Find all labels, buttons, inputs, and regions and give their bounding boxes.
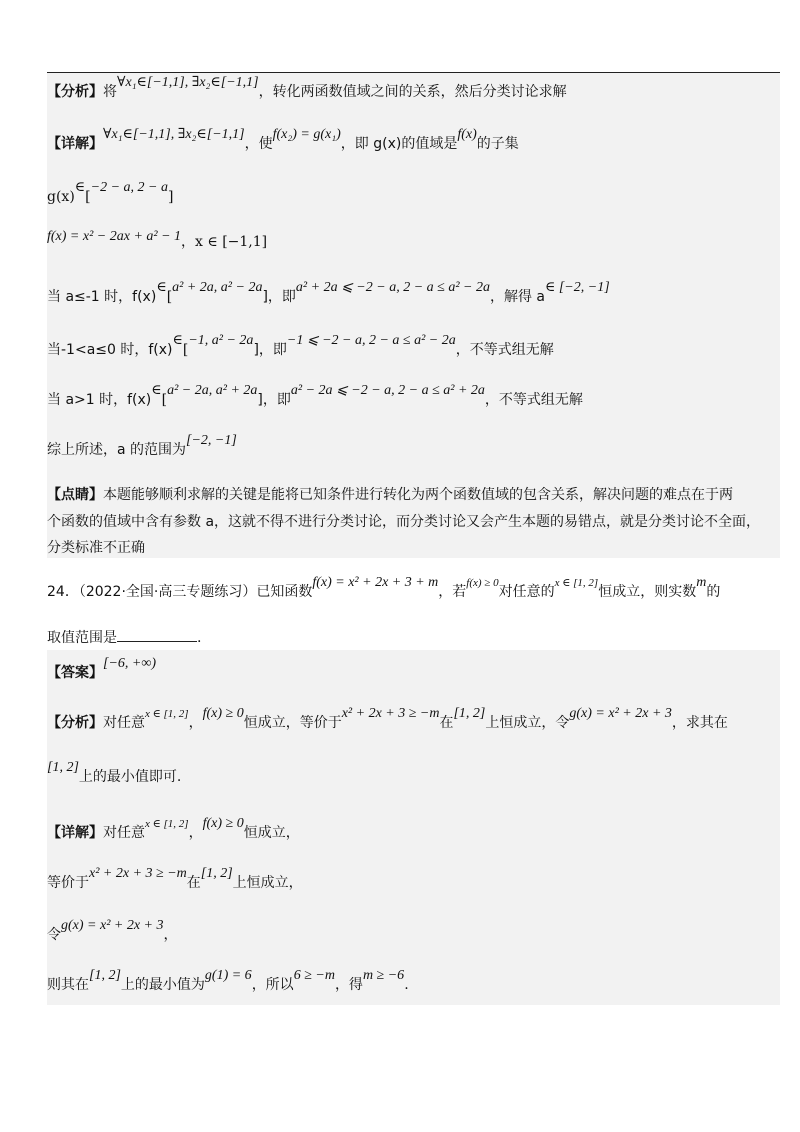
formula: [−2, −1] [186,433,237,448]
text: 等价于 [47,875,89,891]
formula: f(x) = x² + 2x + 3 + m [312,575,439,590]
comment-line-2 [47,513,760,531]
text: 恒成立，则实数 [598,584,697,600]
formula: [1, 2] [89,968,121,983]
text: 的 [706,584,721,600]
formula: [1, 2] [200,866,233,881]
bracket: [ [182,342,189,358]
text: . [404,977,409,993]
text: 上的最小值即可. [78,769,182,785]
bracket: [ [85,189,91,205]
answer-blank [117,627,197,642]
formula: −1, a² − 2a [188,333,254,348]
text: ， [188,715,203,731]
answer-line [47,656,156,683]
formula: ∈ [74,180,86,195]
text: 的子集 [476,136,519,152]
text: ， [163,927,178,943]
formula: g(x) = x² + 2x + 3 [61,918,164,933]
formula: a² + 2a ⩽ −2 − a, 2 − a ≤ a² − 2a [295,280,490,295]
text: 恒成立，等价于 [243,715,342,731]
formula: ∀x₁∈[−1,1], ∃x₂∈[−1,1] [103,127,245,142]
text: ， [188,825,203,841]
text: ，得 [334,977,363,993]
formula: x² + 2x + 3 ≥ −m [89,866,187,881]
text: ，转化两函数值域之间的关系，然后分类讨论求解 [258,84,567,100]
text: ，使 [244,136,273,152]
solution-panel-24 [47,650,780,1005]
formula: f(x₂) = g(x₁) [272,127,341,142]
text: 上的最小值为 [120,977,205,993]
text: 恒成立， [243,825,300,841]
formula: [−6, +∞) [103,656,156,671]
text: 上恒成立， [232,875,303,891]
text: 则其在 [47,977,89,993]
formula: x ∈ [1, 2] [145,708,189,720]
text: 对任意 [103,715,145,731]
question-number: 24．（2022·全国·高三专题练习）已知函数 [47,584,313,600]
text: ，即 g(x)的值域是 [340,136,458,152]
formula: 6 ≥ −m [293,968,335,983]
formula: ∈ [172,333,183,348]
detail-line-2 [47,866,303,893]
text: 在 [439,715,454,731]
formula: ∈ [−2, −1] [545,280,610,295]
detail-line [47,816,300,843]
text: 当 a≤-1 时，f(x) [47,289,157,305]
function-line [47,229,268,252]
text: g(x) [47,189,75,205]
question-24-line-2 [47,627,201,647]
text: 当-1<a≤0 时，f(x) [47,342,173,358]
analysis-line [47,706,728,733]
detail-line-3 [47,918,178,945]
comment-line-3 [47,539,145,557]
text: . [197,630,202,646]
formula: x ∈ [1, 2] [145,818,189,830]
text: 个函数的值域中含有参数 a，这就不得不进行分类讨论，而分类讨论又会产生本题的易错点，就是分类讨论不全面， [47,514,761,530]
solution-panel-23 [47,73,780,558]
formula: a² − 2a, a² + 2a [167,383,258,398]
formula: g(x) = x² + 2x + 3 [569,706,672,721]
formula: x² + 2x + 3 ≥ −m [341,706,440,721]
analysis-line [47,75,567,102]
comment-line [47,486,733,504]
text: ]，即 [253,342,287,358]
detail-tag: 【详解】 [47,136,103,152]
question-24-line-1 [47,575,721,602]
formula: g(1) = 6 [204,968,252,983]
text: ， [181,234,196,250]
case2-line [47,333,554,360]
analysis-line-2 [47,760,182,787]
formula: ∀x₁∈[−1,1], ∃x₂∈[−1,1] [117,75,259,90]
analysis-tag: 【分析】 [47,84,103,100]
bracket: ] [167,189,174,205]
text: ]，即 [262,289,296,305]
formula: ∈ [151,383,162,398]
formula: [1, 2] [453,706,486,721]
case3-line [47,383,583,410]
formula: −1 ⩽ −2 − a, 2 − a ≤ a² − 2a [286,333,456,348]
case1-line [47,280,610,307]
text: 令 [47,927,61,943]
text: ，求其在 [671,715,728,731]
text: ，若 [438,584,467,600]
text: 对任意 [103,825,145,841]
formula: f(x) ≥ 0 [202,706,244,721]
bracket: [ [161,392,168,408]
text: ，所以 [251,977,294,993]
text: ]，即 [257,392,291,408]
formula: m ≥ −6 [362,968,405,983]
formula: −2 − a, 2 − a [90,180,168,195]
detail-tag: 【详解】 [47,825,103,841]
formula: x ∈ [1, 2] [554,577,599,589]
comment-tag: 【点睛】 [47,487,103,503]
analysis-tag: 【分析】 [47,715,103,731]
range-line [47,180,174,207]
formula: m [696,575,707,590]
text: 对任意的 [498,584,555,600]
detail-line-4 [47,968,409,995]
formula: x ∈ [−1,1] [195,234,268,250]
text: ，不等式组无解 [455,342,554,358]
text: 综上所述，a 的范围为 [47,442,187,458]
text: 本题能够顺利求解的关键是能将已知条件进行转化为两个函数值域的包含关系，解决问题的难点在于两 [103,487,733,503]
answer-tag: 【答案】 [47,665,103,681]
text: 在 [186,875,201,891]
formula: f(x) ≥ 0 [202,816,244,831]
formula: ∈ [156,280,167,295]
text: ，不等式组无解 [484,392,583,408]
bracket: [ [166,289,173,305]
text: 将 [103,84,117,100]
formula: f(x) [457,127,477,142]
text: 上恒成立，令 [485,715,570,731]
text: 取值范围是 [47,630,117,646]
formula: [1, 2] [47,760,79,775]
formula: f(x) = x² − 2ax + a² − 1 [47,229,182,244]
text: 分类标准不正确 [47,540,145,556]
detail-line [47,127,519,154]
conclusion-line [47,433,237,460]
formula: a² + 2a, a² − 2a [172,280,263,295]
text: 当 a>1 时，f(x) [47,392,152,408]
text: ，解得 a [489,289,545,305]
formula: f(x) ≥ 0 [466,577,499,589]
formula: a² − 2a ⩽ −2 − a, 2 − a ≤ a² + 2a [290,383,485,398]
